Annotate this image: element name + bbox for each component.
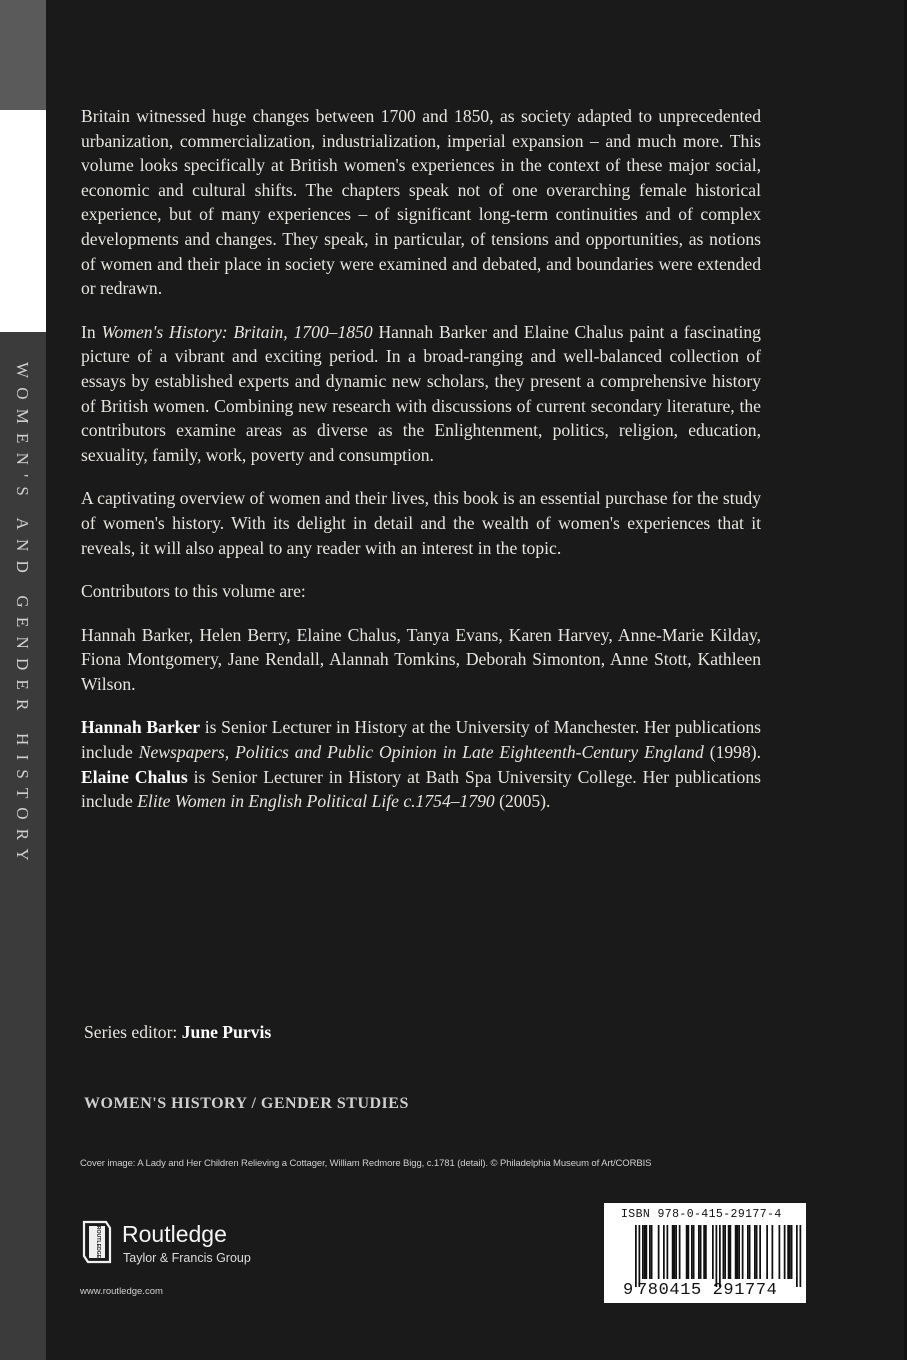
barcode-bar <box>719 1225 721 1287</box>
routledge-logo-icon <box>80 1218 114 1270</box>
barcode-bar <box>642 1225 644 1279</box>
spine-top-band <box>0 0 46 110</box>
blurb-p2-rest: Hannah Barker and Elaine Chalus paint a fascinating picture of a vibrant and exciting period. In a broad-ranging and well-balanced collection of essays by established experts and dynamic new scholars, they present a comprehensive history of British women. Combining new research with discussions of current secondary literature, the contributors examine areas as diverse as the Enlightenment, politics, religion, education, sexuality, family, work, poverty and consumption. <box>81 321 761 465</box>
barcode-bar <box>675 1225 677 1279</box>
barcode-bar <box>663 1225 665 1279</box>
editor-book-1: Newspapers, Politics and Public Opinion in Late Eighteenth-Century England <box>138 742 704 763</box>
back-cover-blurb <box>81 104 761 833</box>
barcode-bar <box>759 1225 761 1279</box>
barcode-bar <box>779 1225 781 1279</box>
contributors-list: Hannah Barker, Helen Berry, Elaine Chalus, Tanya Evans, Karen Harvey, Anne-Marie Kilday, Fiona Montgomery, Jane Rendall, Alannah Tomkins, Deborah Simonton, Anne Stott, Kathleen Wilson. <box>81 624 761 694</box>
bio-text-2: (1998). <box>703 742 762 763</box>
barcode-bar <box>747 1225 749 1279</box>
barcode-bar <box>658 1225 660 1279</box>
barcode-bar <box>742 1225 744 1279</box>
series-editor-label: Series editor: <box>84 1022 182 1042</box>
barcode-bar <box>737 1225 739 1279</box>
contributors-heading: Contributors to this volume are: <box>81 581 306 602</box>
publisher-name: Routledge <box>122 1221 227 1247</box>
barcode-bar <box>716 1225 718 1287</box>
barcode-bar <box>723 1225 725 1279</box>
barcode-bar <box>674 1225 676 1279</box>
barcode-bar <box>691 1225 693 1279</box>
barcode-bar <box>700 1225 702 1279</box>
isbn-label: ISBN 978-0-415-29177-4 <box>621 1208 782 1221</box>
barcode-bar <box>766 1225 768 1279</box>
barcode-bar <box>724 1225 726 1279</box>
barcode-bar <box>789 1225 791 1279</box>
barcode-bar <box>772 1225 774 1279</box>
cover-image-credit: Cover image: A Lady and Her Children Relieving a Cottager, William Redmore Bigg, c.1781 (detail). © Philadelphia Museum of Art/CORBIS <box>80 1158 652 1169</box>
barcode-bar <box>735 1225 737 1279</box>
book-title: Women's History: Britain, 1700–1850 <box>101 321 373 342</box>
barcode-bar <box>749 1225 751 1279</box>
barcode-bar <box>646 1225 648 1279</box>
publisher-logo <box>80 1216 320 1276</box>
barcode-bar <box>693 1225 695 1279</box>
ean-digits: 780415 291774 <box>637 1281 778 1300</box>
barcode-bar <box>730 1225 732 1279</box>
barcode-bar <box>784 1225 786 1279</box>
barcode-bar <box>672 1225 674 1279</box>
spine-white-band <box>0 110 46 332</box>
editor-bios <box>81 715 761 813</box>
barcode-bar <box>667 1225 669 1279</box>
editor-name-2: Elaine Chalus <box>81 766 188 787</box>
barcode-bar <box>703 1225 705 1279</box>
barcode-bar <box>679 1225 681 1279</box>
editor-name-1: Hannah Barker <box>81 717 201 738</box>
barcode-bar <box>756 1225 758 1279</box>
publisher-group: Taylor & Francis Group <box>123 1251 251 1265</box>
barcode-bar <box>712 1225 714 1279</box>
barcode-bar <box>738 1225 740 1279</box>
barcode-bar <box>787 1225 789 1279</box>
bio-text-4: (2005). <box>494 791 551 812</box>
barcode-bar <box>728 1225 730 1279</box>
barcode-bar <box>649 1225 651 1279</box>
blurb-paragraph-1: Britain witnessed huge changes between 1700 and 1850, as society adapted to unprecedented urbanization, commercialization, industrialization, imperial expansion – and much more. This volume looks specifically at British women's experiences in the context of these major social, economic and cultural shifts. The chapters speak not of one overarching female historical experience, but of many experiences – of significant long-term continuities and of complex developments and changes. They speak, in particular, of tensions and opportunities, as notions of women and their place in society were examined and debated, and boundaries were extended or redrawn. <box>81 106 761 299</box>
bio-text-1: is Senior Lecturer in History at the University of Manchester. Her publications include <box>81 717 761 763</box>
barcode-bar <box>705 1225 707 1279</box>
spine-series-title: WOMEN'S AND GENDER HISTORY <box>13 362 32 870</box>
barcode-bar <box>644 1225 646 1279</box>
series-editor <box>84 1022 271 1043</box>
barcode-bar <box>639 1225 641 1287</box>
barcode-bar <box>635 1225 637 1287</box>
barcode-bar <box>651 1225 653 1279</box>
bio-text-3: is Senior Lecturer in History at Bath Spa University College. Her publications include <box>81 766 761 812</box>
barcode-bar <box>791 1225 793 1279</box>
editor-book-2: Elite Women in English Political Life c.1754–1790 <box>137 791 495 812</box>
barcode-bar <box>688 1225 690 1279</box>
series-editor-name: June Purvis <box>181 1022 272 1042</box>
blurb-paragraph-3: A captivating overview of women and their lives, this book is an essential purchase for the study of women's history. With its delight in detail and the wealth of women's experiences that it reveals, it will also appeal to any reader with an interest in the topic. <box>81 488 761 558</box>
ean-first-digit: 9 <box>623 1281 634 1300</box>
barcode-bar <box>796 1225 798 1287</box>
logo-mark-text: ROUTLEDGE <box>95 1225 101 1259</box>
barcode-bar <box>698 1225 700 1279</box>
blurb-p2-intro: In <box>81 321 102 342</box>
barcode-bar <box>800 1225 802 1287</box>
barcode-bar <box>754 1225 756 1279</box>
barcode-bar <box>686 1225 688 1279</box>
blurb-paragraph-2 <box>81 320 761 468</box>
isbn-barcode <box>604 1203 806 1303</box>
subject-category: WOMEN'S HISTORY / GENDER STUDIES <box>84 1095 409 1112</box>
publisher-website: www.routledge.com <box>80 1286 163 1297</box>
